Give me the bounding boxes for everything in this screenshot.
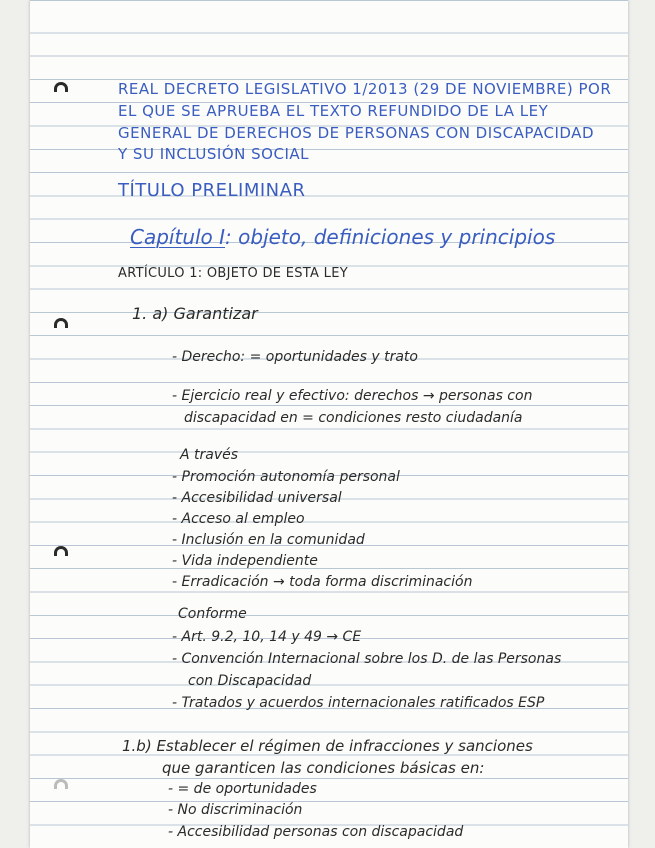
- punch-hole-mark: [54, 546, 68, 556]
- titulo-preliminar: TÍTULO PRELIMINAR: [118, 180, 306, 201]
- list-item: - Promoción autonomía personal: [172, 469, 400, 485]
- list-item: - Erradicación → toda forma discriminación: [172, 574, 473, 590]
- section-1b-line-1: 1.b) Establecer el régimen de infracciones y sanciones: [122, 737, 533, 755]
- conforme-heading: Conforme: [178, 606, 247, 622]
- list-item: - Acceso al empleo: [172, 511, 305, 527]
- list-item: - Accesibilidad personas con discapacidad: [168, 824, 464, 840]
- section-1a-heading: 1. a) Garantizar: [132, 304, 258, 323]
- capitulo-heading: [130, 225, 555, 249]
- list-item: - No discriminación: [168, 802, 303, 818]
- list-item: - Tratados y acuerdos internacionales ratificados ESP: [172, 695, 545, 711]
- list-item: - Vida independiente: [172, 553, 318, 569]
- header-line-3: GENERAL DE DERECHOS DE PERSONAS CON DISCAPACIDAD: [118, 124, 594, 142]
- section-1b-line-2: que garanticen las condiciones básicas en:: [162, 759, 485, 777]
- punch-hole-mark: [54, 318, 68, 328]
- punch-hole-mark: [54, 82, 68, 92]
- header-line-4: Y SU INCLUSIÓN SOCIAL: [118, 145, 309, 163]
- list-item: - Inclusión en la comunidad: [172, 532, 365, 548]
- list-item: - = de oportunidades: [168, 781, 317, 797]
- punch-hole-mark: [54, 779, 68, 789]
- a-traves-heading: A través: [180, 447, 239, 463]
- ejercicio-line-2: discapacidad en = condiciones resto ciudadanía: [184, 410, 523, 426]
- list-item: - Art. 9.2, 10, 14 y 49 → CE: [172, 629, 362, 645]
- notebook-page: [30, 0, 628, 848]
- capitulo-prefix: Capítulo I: [130, 225, 226, 249]
- ejercicio-line-1: - Ejercicio real y efectivo: derechos → personas con: [172, 388, 533, 404]
- articulo-heading: ARTÍCULO 1: OBJETO DE ESTA LEY: [118, 266, 348, 281]
- list-item: - Convención Internacional sobre los D. de las Personas: [172, 651, 562, 667]
- header-line-1: REAL DECRETO LEGISLATIVO 1/2013 (29 DE NOVIEMBRE) POR: [118, 80, 612, 98]
- header-line-2: EL QUE SE APRUEBA EL TEXTO REFUNDIDO DE LA LEY: [118, 102, 549, 120]
- derecho-line: - Derecho: = oportunidades y trato: [172, 349, 418, 365]
- list-item: con Discapacidad: [188, 673, 312, 689]
- capitulo-rest: : objeto, definiciones y principios: [225, 225, 556, 249]
- list-item: - Accesibilidad universal: [172, 490, 342, 506]
